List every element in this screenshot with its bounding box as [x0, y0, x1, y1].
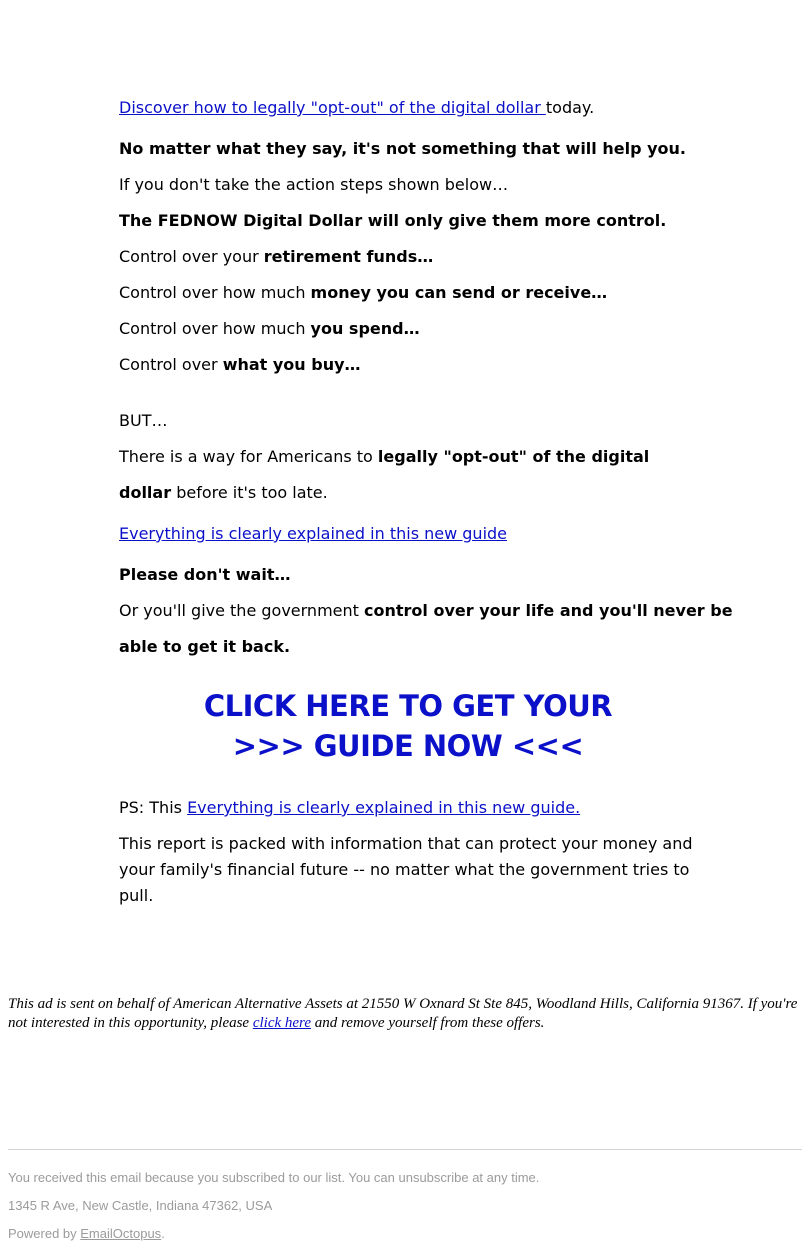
control-money-prefix: Control over how much — [119, 283, 311, 302]
powered-by-prefix: Powered by — [8, 1226, 81, 1241]
way-prefix: There is a way for Americans to — [119, 447, 378, 466]
subscription-notice: You received this email because you subscribed to our list. You can unsubscribe at any time. — [8, 1170, 540, 1185]
way-bold-2: dollar — [119, 483, 172, 502]
government-line-1 — [119, 601, 733, 621]
way-tail: before it's too late. — [171, 483, 328, 502]
control-buy-bold: what you buy… — [222, 355, 361, 374]
headline-help: No matter what they say, it's not something that will help you. — [119, 139, 686, 158]
guide-link[interactable]: Everything is clearly explained in this new guide — [119, 524, 508, 543]
unsubscribe-offers-link[interactable]: click here — [252, 1015, 311, 1031]
cta-line-1: CLICK HERE TO GET YOUR — [203, 689, 613, 723]
dont-wait-text: Please don't wait… — [119, 565, 291, 584]
ps-line — [119, 798, 580, 818]
intro-line — [119, 98, 594, 118]
control-spend-bold: you spend… — [310, 319, 420, 338]
government-bold-2: able to get it back. — [119, 637, 291, 656]
control-spend-line — [119, 319, 420, 339]
emailoctopus-link[interactable]: EmailOctopus — [80, 1226, 162, 1241]
action-steps-text: If you don't take the action steps shown below… — [119, 175, 509, 194]
control-retirement-bold: retirement funds… — [263, 247, 434, 266]
control-money-line — [119, 283, 607, 303]
intro-tail: today. — [545, 98, 595, 117]
control-buy-prefix: Control over — [119, 355, 223, 374]
cta-line-2: >>> GUIDE NOW <<< — [232, 729, 584, 763]
control-buy-line — [119, 355, 361, 375]
report-paragraph: This report is packed with information that can protect your money and your family's financial future -- no matter what the government tries to pull. — [119, 834, 693, 905]
government-bold-1: control over your life and you'll never be — [364, 601, 733, 620]
footer-address: 1345 R Ave, New Castle, Indiana 47362, USA — [8, 1198, 273, 1213]
powered-by — [8, 1226, 165, 1242]
guide-link-line — [119, 524, 507, 544]
disclaimer-text: This ad is sent on behalf of American Alternative Assets at 21550 W Oxnard St Ste 845, Woodland Hills, California 91367. If you're not interested in this opportunity, please — [8, 996, 798, 1031]
powered-by-tail: . — [161, 1226, 165, 1241]
but-text: BUT… — [119, 411, 168, 430]
opt-out-link[interactable]: Discover how to legally "opt-out" of the digital dollar — [119, 98, 546, 117]
control-retirement-prefix: Control over your — [119, 247, 264, 266]
way-line-2 — [119, 483, 328, 503]
cta-button[interactable] — [119, 686, 697, 766]
control-spend-prefix: Control over how much — [119, 319, 311, 338]
disclaimer-tail: and remove yourself from these offers. — [311, 1015, 545, 1031]
control-money-bold: money you can send or receive… — [310, 283, 608, 302]
government-prefix: Or you'll give the government — [119, 601, 364, 620]
disclaimer — [8, 995, 810, 1033]
way-bold-1: legally "opt-out" of the digital — [377, 447, 650, 466]
fednow-control-text: The FEDNOW Digital Dollar will only give them more control. — [119, 211, 667, 230]
ps-prefix: PS: This — [119, 798, 188, 817]
footer-divider — [8, 1149, 802, 1150]
ps-guide-link[interactable]: Everything is clearly explained in this new guide. — [187, 798, 581, 817]
way-line-1 — [119, 447, 649, 467]
control-retirement-line — [119, 247, 433, 267]
